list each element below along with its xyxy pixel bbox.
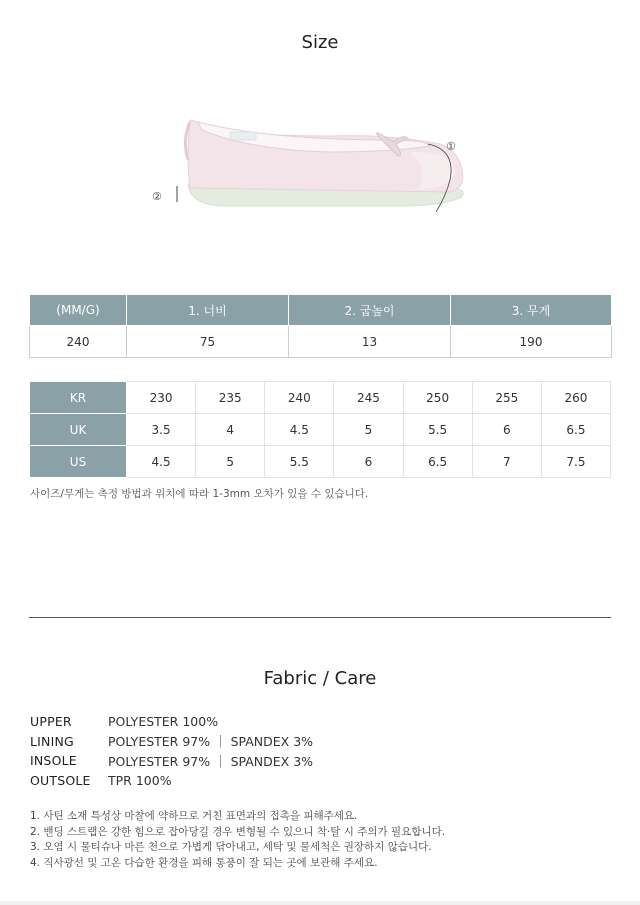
conversion-cell: 3.5: [127, 414, 196, 446]
conversion-cell: 5.5: [265, 446, 334, 478]
conversion-label: UK: [30, 414, 127, 446]
spec-size-cell: 240: [30, 326, 127, 358]
material-value: POLYESTER 97% ｜ SPANDEX 3%: [108, 734, 314, 750]
conversion-cell: 260: [541, 382, 610, 414]
conversion-cell: 245: [334, 382, 403, 414]
conversion-cell: 250: [403, 382, 472, 414]
conversion-row-us: [30, 446, 611, 478]
heel-height-marker: ②: [152, 190, 162, 203]
material-row-outsole: [30, 771, 313, 791]
conversion-label: KR: [30, 382, 127, 414]
material-row-lining: [30, 732, 313, 752]
conversion-cell: 235: [196, 382, 265, 414]
spec-value-row: [30, 326, 612, 358]
conversion-row-uk: [30, 414, 611, 446]
spec-header-width: 1. 너비: [127, 295, 289, 326]
section-divider: [29, 617, 611, 618]
care-note: 2. 밴딩 스트랩은 강한 힘으로 잡아당길 경우 변형될 수 있으니 착·탈 시 주의가 필요합니다.: [30, 825, 446, 838]
material-row-upper: [30, 712, 313, 732]
conversion-cell: 6: [334, 446, 403, 478]
conversion-cell: 4.5: [127, 446, 196, 478]
spec-header-row: [30, 295, 612, 326]
care-instructions: [30, 809, 445, 871]
conversion-cell: 6.5: [541, 414, 610, 446]
material-key: INSOLE: [30, 753, 77, 769]
spec-heel-cell: 13: [289, 326, 451, 358]
conversion-cell: 6.5: [403, 446, 472, 478]
material-key: LINING: [30, 733, 74, 749]
conversion-cell: 7: [472, 446, 541, 478]
conversion-cell: 5.5: [403, 414, 472, 446]
conversion-cell: 240: [265, 382, 334, 414]
spec-header-unit: (MM/G): [30, 295, 127, 326]
conversion-cell: 7.5: [541, 446, 610, 478]
conversion-cell: 6: [472, 414, 541, 446]
conversion-label: US: [30, 446, 127, 478]
size-tolerance-note: 사이즈/무게는 측정 방법과 위치에 따라 1-3mm 오차가 있을 수 있습니다.: [30, 488, 369, 500]
shoe-illustration: [150, 100, 480, 220]
spec-table: [29, 294, 612, 358]
size-section-title: Size: [301, 32, 339, 53]
conversion-cell: 5: [334, 414, 403, 446]
spec-header-weight: 3. 무게: [451, 295, 612, 326]
fabric-section-title: Fabric / Care: [263, 668, 377, 689]
size-conversion-table: [29, 381, 611, 478]
conversion-cell: 4.5: [265, 414, 334, 446]
material-row-insole: [30, 751, 313, 771]
material-value: POLYESTER 97% ｜ SPANDEX 3%: [108, 753, 314, 769]
material-value: TPR 100%: [108, 772, 172, 788]
spec-width-cell: 75: [127, 326, 289, 358]
conversion-cell: 230: [127, 382, 196, 414]
spec-weight-cell: 190: [451, 326, 612, 358]
conversion-row-kr: [30, 382, 611, 414]
care-note: 3. 오염 시 물티슈나 마른 천으로 가볍게 닦아내고, 세탁 및 물세척은 권장하지 않습니다.: [30, 841, 432, 853]
material-key: UPPER: [30, 714, 72, 730]
width-marker: ①: [446, 140, 456, 153]
material-key: OUTSOLE: [30, 772, 91, 788]
material-value: POLYESTER 100%: [108, 714, 219, 730]
spec-header-heel-height: 2. 굽높이: [289, 295, 451, 326]
materials-list: [30, 712, 313, 790]
conversion-cell: 255: [472, 382, 541, 414]
care-note: 4. 직사광선 및 고온 다습한 환경을 피해 통풍이 잘 되는 곳에 보관해 주세요.: [30, 856, 378, 869]
conversion-cell: 4: [196, 414, 265, 446]
bottom-bar: [0, 901, 640, 905]
care-note: 1. 사틴 소재 특성상 마찰에 약하므로 거친 표면과의 접촉을 피해주세요.: [30, 810, 358, 822]
conversion-cell: 5: [196, 446, 265, 478]
